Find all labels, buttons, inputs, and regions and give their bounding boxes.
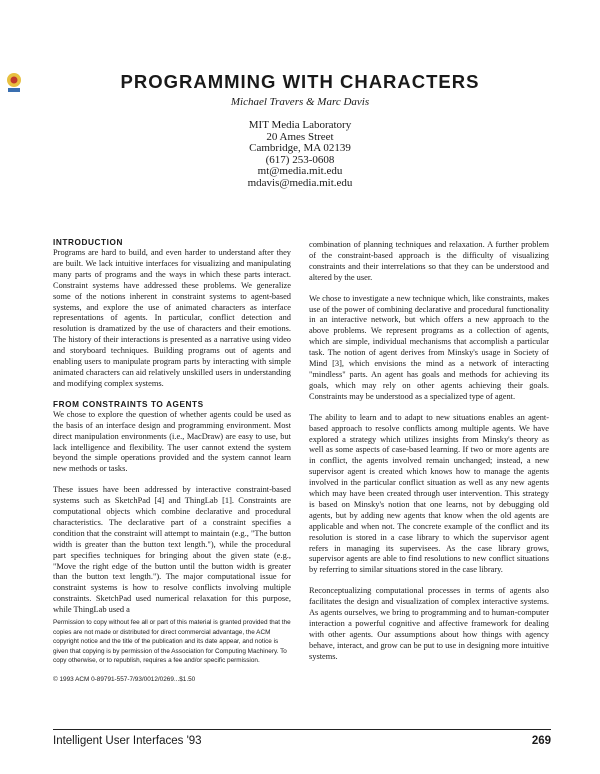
paper-authors: Michael Travers & Marc Davis [230, 96, 370, 108]
left-column [53, 236, 291, 684]
body-paragraph: Reconceptualizing computational processes in terms of agents also facilitates the design and visualization of complex interactive systems. As agents ourselves, we bring to programming and to human-computer interaction a powerful cognitive and affective framework for dealing with other agents. Our assumptions about how things with agency behave, interact, and grow can be put to use in designing more intuitive systems. [309, 586, 549, 661]
affiliation-line: 20 Ames Street [266, 130, 334, 143]
affiliation-line: MIT Media Laboratory [248, 119, 352, 131]
body-paragraph: Programs are hard to build, and even harder to understand after they are built. We lack intuitive interfaces for visualizing and manipulating many parts of programs and the ways in which these parts interact. Constraint systems have addressed these problems. We generalize some of the notions inherent in constraint systems to agent-based systems, and explore the use of animated characters as interface representations of agents. In particular, conflict detection and resolution is dramatized by the use of characters and their emotions. The history of their interactions is presented as a narrative using video and storyboard techniques. Building programs out of agents and enabling users to manipulate program parts by interacting with simple animated characters can aid relatively unskilled users in understanding and modifying complex systems. [53, 248, 291, 388]
paper-title: PROGRAMMING WITH CHARACTERS [120, 71, 480, 92]
footer-venue: Intelligent User Interfaces '93 [53, 735, 202, 747]
footer-divider [53, 729, 551, 730]
right-column [309, 240, 549, 673]
affiliation-line: (617) 253-0608 [265, 153, 335, 166]
body-paragraph: combination of planning techniques and relaxation. A further problem of the constraint-based approach is the difficulty of visualizing constraints and their interrelations so that they can be understood and altered by the user. [309, 240, 549, 282]
body-paragraph: We chose to investigate a new technique which, like constraints, makes use of the power of combining declarative and procedural functionality in an interactive network, but which offers a new approach to the above problems. We represent programs as a collection of agents, which are simple, individual mechanisms that accomplish a particular task. The notion of agent derives from Minsky's usage in Society of Mind [3], which envisions the mind as a network of interacting "mindless" parts. An agent has goals and methods for achieving its goals, which may rely on other agents achieving their goals. Constraints may be understood as a specialized type of agent. [309, 293, 549, 401]
affiliation-line: Cambridge, MA 02139 [249, 142, 351, 155]
section-heading: INTRODUCTION [53, 238, 123, 247]
body-paragraph: We chose to explore the question of whether agents could be used as the basis of an interface design and programming environment. Most direct manipulation environments (i.e., MacDraw) are easy to use, but lack intelligence and flexibility. The user cannot extend the system beyond the simple operations provided and the system cannot learn new methods or tasks. [53, 409, 291, 474]
affiliation-email: mdavis@media.mit.edu [247, 176, 353, 189]
affiliation-block [0, 120, 600, 190]
permission-notice: Permission to copy without fee all or part of this material is granted provided that the copies are not made or distributed for direct commercial advantage, the ACM copyright notice and the title of the publication and its date appear, and notice is given that copying is by permission of the Association for Computing Machinery. To copy otherwise, or to republish, requires a fee and/or specific permission. [53, 619, 291, 665]
affiliation-email: mt@media.mit.edu [257, 165, 343, 178]
body-paragraph: These issues have been addressed by interactive constraint-based systems such as SketchPad [4] and ThingLab [1]. Constraints are computational objects which combine declarative and procedural characteristics. The declarative part of a constraint specifies a condition that the constraint will attempt to maintain (e.g., "The button width is greater than the button text length."), while the procedural part specifies techniques for bringing about the given state (e.g., "Move the right edge of the button until the button width is greater than the button text length."). The major computational issue for constraint systems is how to resolve conflicts involving multiple constraints. SketchPad used numerical relaxation for this purpose, while ThingLab used a [53, 485, 291, 615]
copyright-line: © 1993 ACM 0-89791-557-7/93/0012/0269...$1.50 [53, 676, 196, 684]
section-heading: FROM CONSTRAINTS TO AGENTS [53, 399, 204, 409]
body-paragraph: The ability to learn and to adapt to new situations enables an agent-based approach to resolve conflicts among multiple agents. We have explored a strategy which utilizes insights from Minsky's theory as well as some aspects of case-based learning. If two or more agents are in conflict, the agents involved remain unchanged; instead, a new supervisor agent is created which knows how to manage the agents involved in the particular conflict situation as well as any new agents which may have been created through user intervention. This strategy is based on Minsky's notion that one learns, not by debugging old agents, but by adding new agents that know when the old agents are applicable and when not. The concrete example of the conflict and its resolution is stored in a case library to which the supervisor agent refers in managing its supervisees. As the case library grows, supervisor agents are able to find resolutions to new conflict situations by referring to similar situations stored in the case library. [309, 412, 549, 575]
page-number: 269 [531, 735, 551, 747]
